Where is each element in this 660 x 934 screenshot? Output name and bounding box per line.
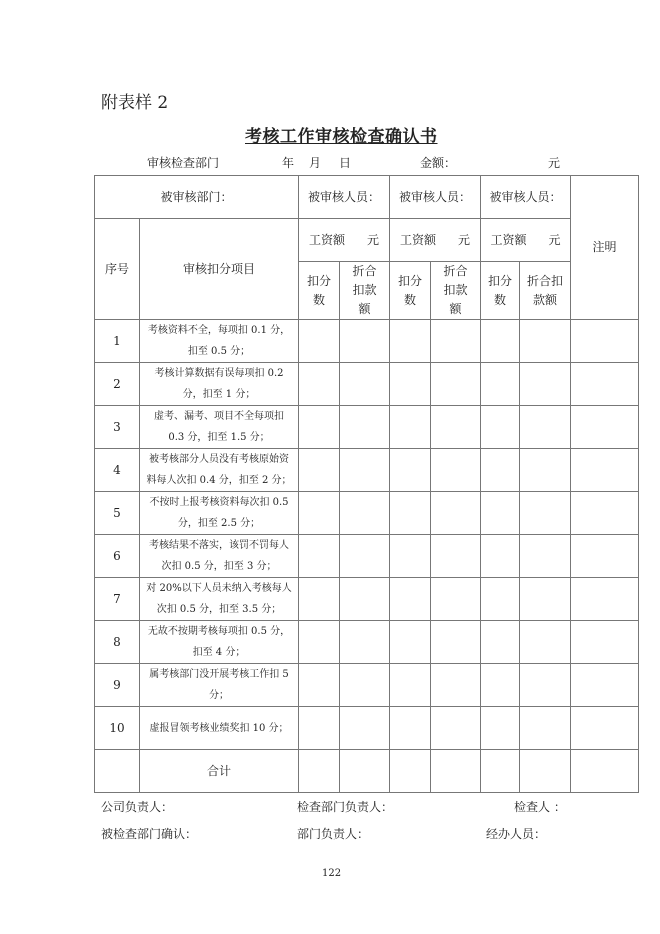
row-number: 9 [95, 664, 140, 707]
entry-cell[interactable] [481, 406, 520, 449]
entry-cell[interactable] [571, 363, 639, 406]
entry-cell[interactable] [431, 406, 481, 449]
entry-cell[interactable] [299, 535, 340, 578]
entry-cell[interactable] [481, 320, 520, 363]
audited-person-3: 被审核人员： [481, 176, 571, 219]
total-cell[interactable] [481, 750, 520, 793]
page-number: 122 [322, 868, 342, 879]
entry-cell[interactable] [340, 363, 390, 406]
audit-table [94, 175, 639, 793]
salary-unit: 元 [548, 232, 561, 247]
entry-cell[interactable] [390, 535, 431, 578]
entry-cell[interactable] [571, 535, 639, 578]
entry-cell[interactable] [299, 406, 340, 449]
entry-cell[interactable] [571, 664, 639, 707]
salary-label: 工资额 [490, 232, 527, 247]
row-number: 1 [95, 320, 140, 363]
entry-cell[interactable] [481, 363, 520, 406]
entry-cell[interactable] [299, 707, 340, 750]
entry-cell[interactable] [520, 621, 571, 664]
points-header: 扣分数 [481, 262, 520, 320]
entry-cell[interactable] [340, 535, 390, 578]
entry-cell[interactable] [571, 406, 639, 449]
row-number: 8 [95, 621, 140, 664]
table-row [95, 449, 639, 492]
entry-cell[interactable] [390, 363, 431, 406]
salary-cell-2 [390, 219, 481, 262]
audited-dept-cell: 被审核部门： [95, 176, 299, 219]
row-item: 虚考、漏考、项目不全每项扣 0.3 分，扣至 1.5 分； [140, 406, 299, 449]
entry-cell[interactable] [520, 707, 571, 750]
seq-header: 序号 [95, 219, 140, 320]
entry-cell[interactable] [571, 320, 639, 363]
total-seq [95, 750, 140, 793]
entry-cell[interactable] [390, 621, 431, 664]
entry-cell[interactable] [481, 449, 520, 492]
deduction-header: 折合扣款额 [340, 262, 390, 320]
salary-label: 工资额 [308, 232, 345, 247]
entry-cell[interactable] [299, 363, 340, 406]
row-item: 虚报冒领考核业绩奖扣 10 分； [140, 707, 299, 750]
entry-cell[interactable] [431, 363, 481, 406]
entry-cell[interactable] [390, 320, 431, 363]
check-dept-head-label: 检查部门负责人： [297, 800, 394, 814]
salary-cell-1 [299, 219, 390, 262]
row-item: 无故不按期考核每项扣 0.5 分，扣至 4 分； [140, 621, 299, 664]
row-number: 5 [95, 492, 140, 535]
total-label: 合计 [140, 750, 299, 793]
entry-cell[interactable] [520, 449, 571, 492]
note-header: 注明 [571, 176, 639, 320]
handler-label: 经办人员： [486, 827, 547, 841]
table-row [95, 492, 639, 535]
table-row [95, 664, 639, 707]
audit-dept-label: 审核检查部门 [147, 156, 220, 170]
table-row [95, 578, 639, 621]
table-row [95, 621, 639, 664]
total-cell[interactable] [299, 750, 340, 793]
entry-cell[interactable] [431, 578, 481, 621]
entry-cell[interactable] [520, 406, 571, 449]
entry-cell[interactable] [571, 707, 639, 750]
entry-cell[interactable] [340, 578, 390, 621]
entry-cell[interactable] [340, 320, 390, 363]
entry-cell[interactable] [340, 449, 390, 492]
row-item: 被考核部分人员没有考核原始资料每人次扣 0.4 分，扣至 2 分； [140, 449, 299, 492]
row-number: 6 [95, 535, 140, 578]
table-row [95, 535, 639, 578]
total-cell[interactable] [390, 750, 431, 793]
row-number: 7 [95, 578, 140, 621]
salary-unit: 元 [367, 232, 380, 247]
row-number: 3 [95, 406, 140, 449]
deduction-header: 折合扣款额 [431, 262, 481, 320]
entry-cell[interactable] [299, 449, 340, 492]
row-number: 2 [95, 363, 140, 406]
entry-cell[interactable] [520, 535, 571, 578]
entry-cell[interactable] [390, 492, 431, 535]
row-item: 对 20%以下人员未纳入考核每人次扣 0.5 分，扣至 3.5 分； [140, 578, 299, 621]
entry-cell[interactable] [520, 578, 571, 621]
total-cell[interactable] [431, 750, 481, 793]
row-item: 考核结果不落实，该罚不罚每人次扣 0.5 分，扣至 3 分； [140, 535, 299, 578]
total-cell[interactable] [571, 750, 639, 793]
entry-cell[interactable] [520, 664, 571, 707]
entry-cell[interactable] [481, 707, 520, 750]
entry-cell[interactable] [431, 449, 481, 492]
entry-cell[interactable] [431, 535, 481, 578]
entry-cell[interactable] [299, 492, 340, 535]
row-item: 不按时上报考核资料每次扣 0.5 分，扣至 2.5 分； [140, 492, 299, 535]
entry-cell[interactable] [481, 535, 520, 578]
item-header: 审核扣分项目 [140, 219, 299, 320]
entry-cell[interactable] [431, 707, 481, 750]
entry-cell[interactable] [340, 707, 390, 750]
audited-person-1: 被审核人员： [299, 176, 390, 219]
entry-cell[interactable] [520, 492, 571, 535]
entry-cell[interactable] [431, 621, 481, 664]
row-number: 10 [95, 707, 140, 750]
entry-cell[interactable] [431, 664, 481, 707]
entry-cell[interactable] [340, 492, 390, 535]
inspector-label: 检查人 ： [514, 800, 566, 814]
entry-cell[interactable] [571, 449, 639, 492]
entry-cell[interactable] [431, 492, 481, 535]
entry-cell[interactable] [520, 363, 571, 406]
entry-cell[interactable] [340, 664, 390, 707]
table-row [95, 363, 639, 406]
row-number: 4 [95, 449, 140, 492]
year-label: 年 [282, 156, 295, 170]
row-item: 考核资料不全，每项扣 0.1 分，扣至 0.5 分； [140, 320, 299, 363]
entry-cell[interactable] [520, 320, 571, 363]
entry-cell[interactable] [340, 621, 390, 664]
points-header: 扣分数 [299, 262, 340, 320]
entry-cell[interactable] [390, 664, 431, 707]
appendix-label: 附表样 2 [101, 93, 169, 113]
entry-cell[interactable] [390, 578, 431, 621]
entry-cell[interactable] [390, 707, 431, 750]
row-item: 考核计算数据有误每项扣 0.2 分，扣至 1 分； [140, 363, 299, 406]
confirm-label: 被检查部门确认： [101, 827, 198, 841]
total-cell[interactable] [520, 750, 571, 793]
entry-cell[interactable] [481, 664, 520, 707]
entry-cell[interactable] [299, 320, 340, 363]
month-label: 月 [309, 156, 322, 170]
entry-cell[interactable] [299, 621, 340, 664]
points-header: 扣分数 [390, 262, 431, 320]
salary-label: 工资额 [399, 232, 436, 247]
company-head-label: 公司负责人： [101, 800, 174, 814]
deduction-header: 折合扣款额 [520, 262, 571, 320]
entry-cell[interactable] [299, 578, 340, 621]
entry-cell[interactable] [571, 621, 639, 664]
table-row [95, 707, 639, 750]
entry-cell[interactable] [390, 406, 431, 449]
total-cell[interactable] [340, 750, 390, 793]
entry-cell[interactable] [340, 406, 390, 449]
audited-person-2: 被审核人员： [390, 176, 481, 219]
entry-cell[interactable] [299, 664, 340, 707]
document-title: 考核工作审核检查确认书 [245, 127, 438, 147]
entry-cell[interactable] [571, 492, 639, 535]
salary-unit: 元 [458, 232, 471, 247]
entry-cell[interactable] [481, 578, 520, 621]
dept-head-label: 部门负责人： [297, 827, 370, 841]
entry-cell[interactable] [390, 449, 431, 492]
entry-cell[interactable] [571, 578, 639, 621]
amount-label: 金额： [420, 156, 457, 170]
table-row [95, 320, 639, 363]
day-label: 日 [339, 156, 352, 170]
salary-cell-3 [481, 219, 571, 262]
entry-cell[interactable] [481, 621, 520, 664]
amount-unit: 元 [548, 156, 561, 170]
row-item: 属考核部门没开展考核工作扣 5 分； [140, 664, 299, 707]
entry-cell[interactable] [431, 320, 481, 363]
table-row [95, 406, 639, 449]
entry-cell[interactable] [481, 492, 520, 535]
